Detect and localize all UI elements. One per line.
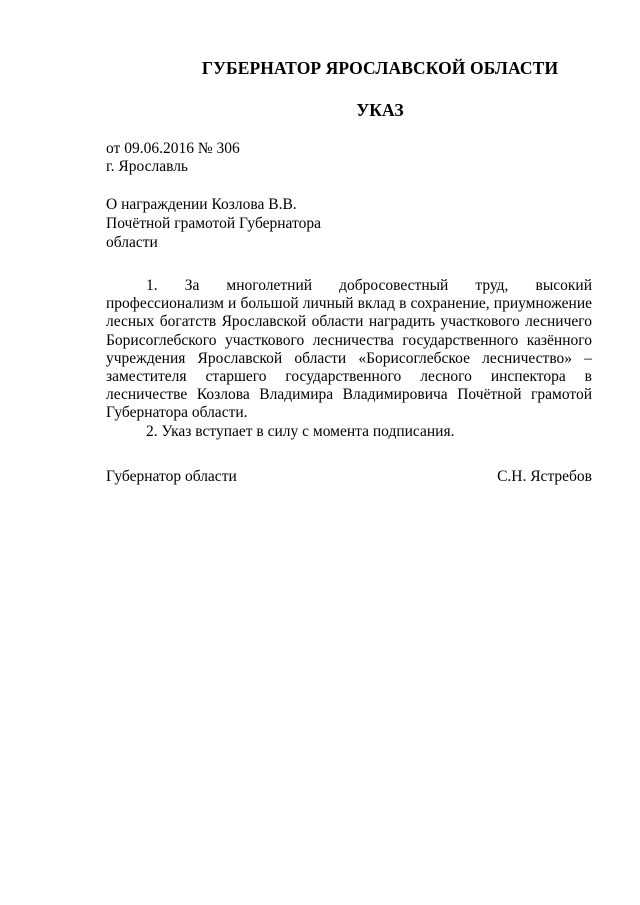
subject-line: О награждении Козлова В.В. <box>106 196 297 213</box>
document-body <box>106 277 592 441</box>
document-subject <box>106 195 321 252</box>
issuing-authority-heading: ГУБЕРНАТОР ЯРОСЛАВСКОЙ ОБЛАСТИ <box>201 58 559 78</box>
signatory-position: Губернатор области <box>106 468 237 485</box>
paragraph-effective: 2. Указ вступает в силу с момента подписания. <box>146 422 455 440</box>
paragraph-award: 1. За многолетний добросовестный труд, высокий профессионализм и большой личный вклад в сохранение, приумножение лесных богатств Ярославской области наградить участкового лесничего Борисоглебского участкового лесничества государственного казённого учреждения Ярославской области «Борисоглебское лесничество» – заместителя старшего государственного лесного инспектора в лесничестве Козлова Владимира Владимировича Почётной грамотой Губернатора области. <box>106 277 592 422</box>
subject-line: области <box>106 234 158 251</box>
document-date-number: от 09.06.2016 № 306 <box>106 140 240 157</box>
document-type-heading: УКАЗ <box>356 100 404 120</box>
signatory-name: С.Н. Ястребов <box>497 468 592 485</box>
subject-line: Почётной грамотой Губернатора <box>106 215 321 232</box>
document-city: г. Ярославль <box>106 158 188 175</box>
